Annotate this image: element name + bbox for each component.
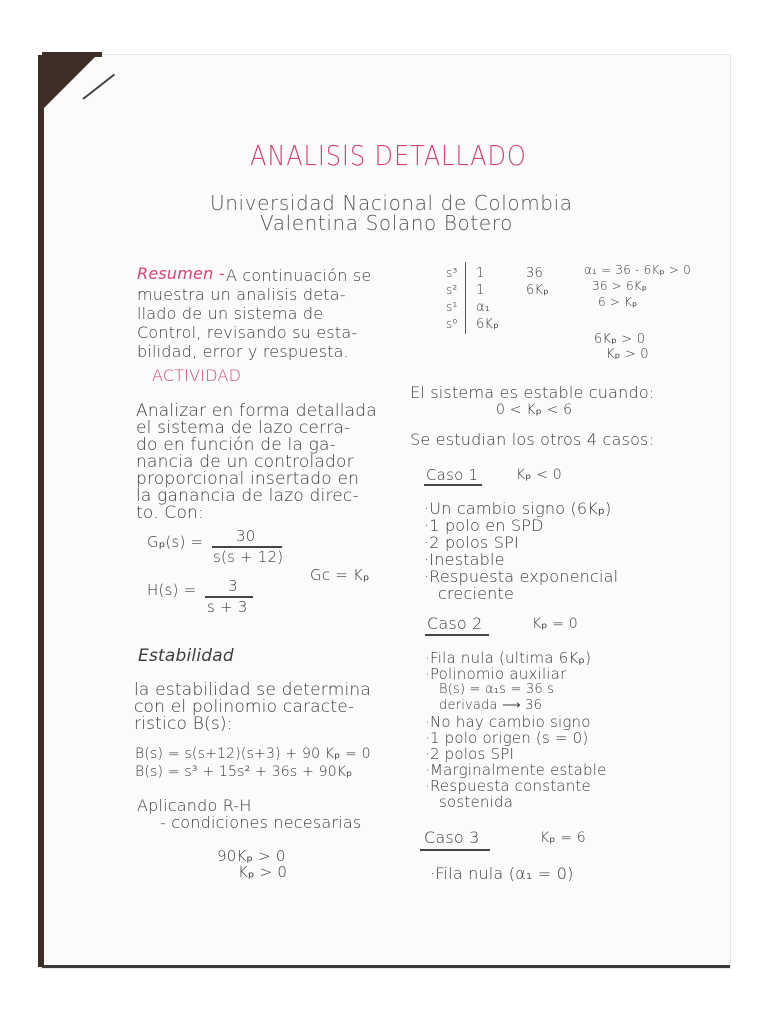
resumen-line: Control, revisando su esta- bbox=[137, 323, 358, 342]
actividad-heading: ACTIVIDAD bbox=[152, 366, 242, 385]
rh-alpha-derivation bbox=[584, 262, 691, 310]
h-label: H(s) = bbox=[147, 581, 197, 599]
caso2-item: ·Respuesta constante bbox=[425, 777, 591, 795]
caso2-item: B(s) = α₁s = 36 s bbox=[439, 682, 555, 697]
actividad-line: to. Con: bbox=[136, 503, 204, 523]
rh-cell: α₁ bbox=[476, 300, 491, 315]
rh-cell: 1 bbox=[476, 283, 485, 298]
resumen-line: llado de un sistema de bbox=[137, 304, 324, 323]
estabilidad-line: con el polinomio caracte- bbox=[134, 697, 355, 717]
resumen-line: bilidad, error y respuesta. bbox=[137, 342, 349, 361]
rh-power: s¹ bbox=[446, 300, 458, 314]
gp-denominator: s(s + 12) bbox=[213, 548, 284, 566]
caso2-item: ·1 polo origen (s = 0) bbox=[425, 729, 589, 747]
b-equation-1: B(s) = s(s+12)(s+3) + 90 Kₚ = 0 bbox=[135, 746, 371, 762]
condiciones-necesarias: - condiciones necesarias bbox=[160, 813, 362, 832]
caso2-item: ·No hay cambio signo bbox=[425, 713, 591, 731]
actividad-line: proporcional insertado en bbox=[136, 469, 360, 489]
rh-derivation-line: 36 > 6Kₚ bbox=[592, 279, 648, 293]
caso2-item: ·2 polos SPI bbox=[425, 745, 515, 763]
estabilidad-body bbox=[134, 682, 371, 733]
caso2-list bbox=[425, 650, 607, 810]
caso1-item: ·Un cambio signo (6Kₚ) bbox=[424, 499, 612, 518]
rh-derivation-line: α₁ = 36 - 6Kₚ > 0 bbox=[584, 263, 691, 277]
rh-power: s² bbox=[446, 283, 458, 297]
caso1-item: creciente bbox=[438, 584, 515, 603]
rh-cell: 6Kₚ bbox=[526, 283, 549, 298]
page-edge bbox=[38, 55, 44, 967]
caso2-item: sostenida bbox=[439, 793, 514, 811]
caso1-label: Caso 1 bbox=[426, 466, 479, 484]
page-corner bbox=[42, 55, 97, 110]
caso3-label: Caso 3 bbox=[424, 828, 480, 847]
page-title: ANALISIS DETALLADO bbox=[250, 139, 527, 172]
estabilidad-line: la estabilidad se determina bbox=[134, 680, 371, 700]
caso2-item: derivada ⟶ 36 bbox=[439, 698, 543, 713]
rh-powers bbox=[446, 265, 457, 333]
resumen-line: muestra un analisis deta- bbox=[137, 285, 346, 304]
caso1-item: ·Respuesta exponencial bbox=[424, 567, 619, 586]
caso1-item: ·1 polo en SPD bbox=[424, 516, 544, 535]
estabilidad-heading: Estabilidad bbox=[138, 646, 234, 666]
otros-casos: Se estudian los otros 4 casos: bbox=[410, 430, 655, 449]
actividad-line: nancia de un controlador bbox=[136, 452, 354, 472]
h-denominator: s + 3 bbox=[207, 598, 248, 616]
rh-col1 bbox=[476, 265, 499, 333]
b-equation-2: B(s) = s³ + 15s² + 36s + 90Kₚ bbox=[135, 764, 353, 780]
resumen-body bbox=[137, 285, 357, 361]
gp-label: Gₚ(s) = bbox=[147, 533, 204, 551]
caso2-item: ·Polinomio auxiliar bbox=[425, 665, 567, 683]
caso3-condition: Kₚ = 6 bbox=[540, 830, 586, 846]
actividad-line: Analizar en forma detallada bbox=[136, 401, 377, 421]
caso2-label: Caso 2 bbox=[427, 614, 483, 633]
author-name: Valentina Solano Botero bbox=[260, 211, 513, 235]
rh-cell: 6Kₚ bbox=[476, 317, 499, 332]
h-numerator: 3 bbox=[228, 577, 238, 595]
actividad-line: la ganancia de lazo direc- bbox=[136, 486, 359, 506]
resumen-line: A continuación se bbox=[226, 266, 372, 285]
actividad-line: el sistema de lazo cerra- bbox=[136, 418, 351, 438]
gc-equation: Gc = Kₚ bbox=[310, 566, 370, 584]
rh-table-divider bbox=[465, 262, 466, 334]
rh-cell: 1 bbox=[476, 266, 485, 281]
estable-statement: El sistema es estable cuando: bbox=[410, 383, 655, 402]
estabilidad-line: ristico B(s): bbox=[134, 714, 233, 734]
caso3-item: ·Fila nula (α₁ = 0) bbox=[430, 864, 574, 883]
actividad-line: do en función de la ga- bbox=[136, 435, 336, 455]
rh-cell: 36 bbox=[526, 266, 543, 281]
rh-derivation-line: 6Kₚ > 0 bbox=[594, 332, 646, 347]
condicion-1: 90Kₚ > 0 bbox=[217, 847, 286, 865]
resumen-label: Resumen - bbox=[137, 264, 225, 283]
caso1-item: ·Inestable bbox=[424, 550, 505, 569]
rh-derivation-line: Kₚ > 0 bbox=[606, 347, 649, 362]
caso2-item: ·Marginalmente estable bbox=[425, 761, 607, 779]
caso3-underline bbox=[420, 849, 490, 851]
rh-power: s⁰ bbox=[446, 317, 458, 331]
condicion-2: Kₚ > 0 bbox=[238, 863, 288, 881]
caso2-item: ·Fila nula (ultima 6Kₚ) bbox=[425, 649, 592, 667]
caso2-condition: Kₚ = 0 bbox=[532, 616, 578, 632]
rh-kp-positive bbox=[594, 332, 649, 362]
caso1-item: ·2 polos SPI bbox=[424, 533, 519, 552]
gp-numerator: 30 bbox=[236, 527, 256, 545]
resumen-text bbox=[226, 266, 371, 285]
estable-range: 0 < Kₚ < 6 bbox=[496, 402, 573, 418]
caso2-underline bbox=[425, 634, 489, 636]
caso1-condition: Kₚ < 0 bbox=[516, 467, 562, 483]
rh-col2 bbox=[526, 265, 549, 299]
caso1-list bbox=[424, 500, 618, 602]
caso1-underline bbox=[424, 484, 482, 486]
university-name: Universidad Nacional de Colombia bbox=[210, 191, 573, 215]
actividad-body bbox=[136, 403, 377, 522]
rh-power: s³ bbox=[446, 266, 458, 280]
rh-derivation-line: 6 > Kₚ bbox=[598, 295, 638, 309]
aplicando-rh: Aplicando R-H bbox=[137, 796, 252, 815]
